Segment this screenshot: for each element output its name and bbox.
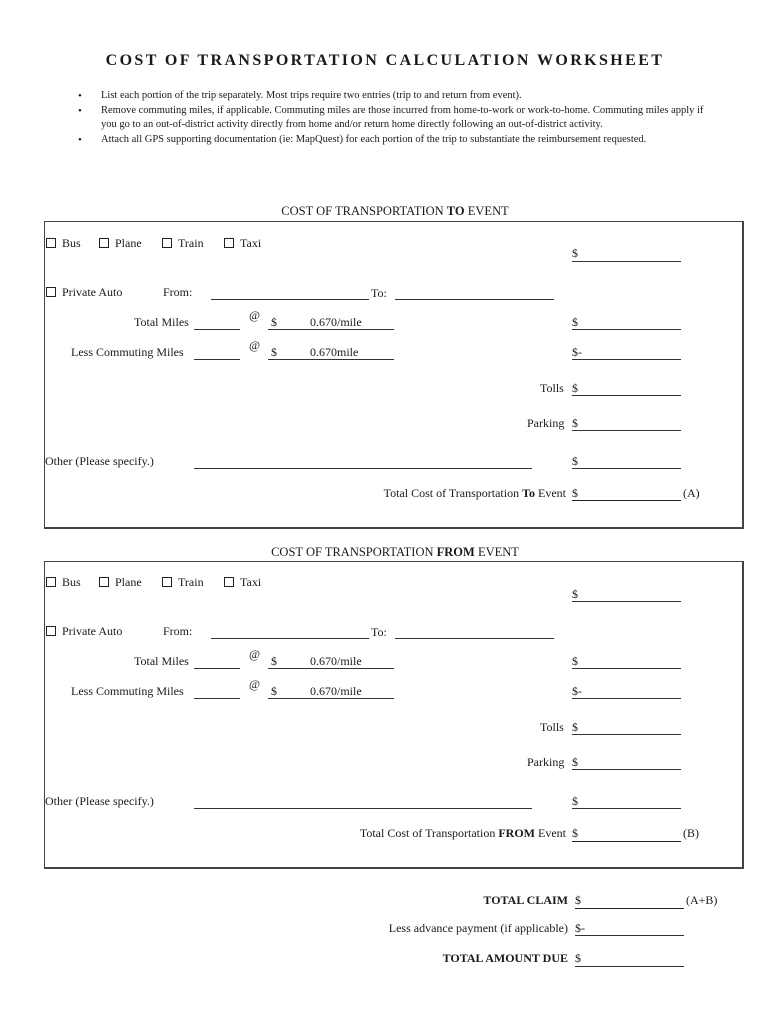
checkbox-icon[interactable] [224,238,234,248]
dollar-sign: $ [572,315,578,329]
less-commuting-label: Less Commuting Miles [71,684,184,698]
taxi-checkbox[interactable]: Taxi [224,575,261,590]
list-item [78,104,704,132]
other-description-field[interactable] [194,808,532,809]
total-from-field[interactable] [572,841,681,842]
rate-underline [268,359,394,360]
from-label: From: [163,624,193,638]
checkbox-icon[interactable] [162,577,172,587]
at-sign: @ [249,308,261,322]
commuting-miles-field[interactable] [194,698,240,699]
less-commuting-label: Less Commuting Miles [71,345,184,359]
dollar-sign: $ [572,794,578,808]
checkbox-icon[interactable] [46,287,56,297]
plane-checkbox[interactable]: Plane [99,236,142,251]
rate-underline [268,668,394,669]
parking-label: Parking [527,416,565,430]
other-amount-field[interactable] [572,468,681,469]
parking-field[interactable] [572,430,681,431]
dollar-sign: $ [572,720,578,734]
commute-rate: 0.670/mile [310,684,362,698]
total-claim-field[interactable] [575,908,684,909]
bullet-icon: • [78,105,82,117]
to-label: To: [371,286,387,300]
dollar-sign: $ [271,345,277,359]
dollar-sign: $ [572,654,578,668]
dollar-sign: $ [572,755,578,769]
from-location-field[interactable] [211,638,369,639]
total-to-label: Total Cost of Transportation To Event [383,486,566,500]
dollar-sign: $ [575,951,581,965]
checkbox-icon[interactable] [46,626,56,636]
page-title: COST OF TRANSPORTATION CALCULATION WORKSHEET [105,52,665,69]
instruction-text: Attach all GPS supporting documentation (ie: MapQuest) for each portion of the trip to substantiate the reimbursement requested. [101,134,647,145]
less-advance-label: Less advance payment (if applicable) [388,921,568,935]
rate-underline [268,698,394,699]
at-sign: @ [249,647,261,661]
private-auto-checkbox[interactable]: Private Auto [46,624,122,639]
dollar-sign: $ [271,315,277,329]
bus-checkbox[interactable]: Bus [46,575,81,590]
commuting-amount-field[interactable] [572,359,681,360]
parking-field[interactable] [572,769,681,770]
commute-rate: 0.670mile [310,345,359,359]
train-checkbox[interactable]: Train [162,575,204,590]
tolls-field[interactable] [572,395,681,396]
to-location-field[interactable] [395,299,554,300]
total-claim-tag: (A+B) [686,893,718,907]
dollar-minus-sign: $- [575,921,585,935]
dollar-sign: $ [572,826,578,840]
fare-amount-field[interactable] [572,261,681,262]
checkbox-icon[interactable] [162,238,172,248]
plane-checkbox[interactable]: Plane [99,575,142,590]
total-to-tag: (A) [683,486,700,500]
bullet-icon: • [78,90,82,102]
at-sign: @ [249,338,261,352]
checkbox-icon[interactable] [99,238,109,248]
to-section-box [44,221,744,529]
other-description-field[interactable] [194,468,532,469]
dollar-sign: $ [572,486,578,500]
list-item [78,89,704,103]
other-label: Other (Please specify.) [45,454,154,468]
instructions-list [78,89,704,148]
total-from-label: Total Cost of Transportation FROM Event [359,826,566,840]
commuting-amount-field[interactable] [572,698,681,699]
mileage-amount-field[interactable] [572,668,681,669]
total-miles-label: Total Miles [134,315,189,329]
total-due-field[interactable] [575,966,684,967]
dollar-sign: $ [575,893,581,907]
bullet-icon: • [78,134,82,146]
dollar-minus-sign: $- [572,684,582,698]
from-section-box [44,561,744,869]
other-label: Other (Please specify.) [45,794,154,808]
total-from-tag: (B) [683,826,699,840]
mileage-rate: 0.670/mile [310,654,362,668]
from-label: From: [163,285,193,299]
taxi-checkbox[interactable]: Taxi [224,236,261,251]
to-location-field[interactable] [395,638,554,639]
from-location-field[interactable] [211,299,369,300]
dollar-minus-sign: $- [572,345,582,359]
total-to-field[interactable] [572,500,681,501]
checkbox-icon[interactable] [224,577,234,587]
other-amount-field[interactable] [572,808,681,809]
instruction-text: List each portion of the trip separately. Most trips require two entries (trip to and return from event). [101,90,522,101]
fare-amount-field[interactable] [572,601,681,602]
dollar-sign: $ [271,654,277,668]
checkbox-icon[interactable] [46,238,56,248]
dollar-sign: $ [572,381,578,395]
total-claim-label: TOTAL CLAIM [483,893,568,907]
mileage-amount-field[interactable] [572,329,681,330]
from-section-title: COST OF TRANSPORTATION FROM EVENT [271,545,519,559]
to-section-title: COST OF TRANSPORTATION TO EVENT [281,204,509,218]
total-miles-field[interactable] [194,329,240,330]
total-miles-field[interactable] [194,668,240,669]
total-due-label: TOTAL AMOUNT DUE [442,951,568,965]
rate-underline [268,329,394,330]
dollar-sign: $ [572,246,578,260]
total-miles-label: Total Miles [134,654,189,668]
dollar-sign: $ [572,416,578,430]
instruction-text: Remove commuting miles, if applicable. Commuting miles are those incurred from home-to-work or work-to-home. Commuting miles apply if you go to an out-of-district activity directly from home and/or return home directly following an out-of-district activity. [101,105,704,130]
tolls-field[interactable] [572,734,681,735]
advance-payment-field[interactable] [575,935,684,936]
train-checkbox[interactable]: Train [162,236,204,251]
list-item [78,133,704,147]
mileage-rate: 0.670/mile [310,315,362,329]
commuting-miles-field[interactable] [194,359,240,360]
tolls-label: Tolls [540,720,564,734]
checkbox-icon[interactable] [99,577,109,587]
checkbox-icon[interactable] [46,577,56,587]
bus-checkbox[interactable]: Bus [46,236,81,251]
private-auto-checkbox[interactable]: Private Auto [46,285,122,300]
parking-label: Parking [527,755,565,769]
dollar-sign: $ [572,587,578,601]
dollar-sign: $ [572,454,578,468]
at-sign: @ [249,677,261,691]
to-label: To: [371,625,387,639]
tolls-label: Tolls [540,381,564,395]
dollar-sign: $ [271,684,277,698]
